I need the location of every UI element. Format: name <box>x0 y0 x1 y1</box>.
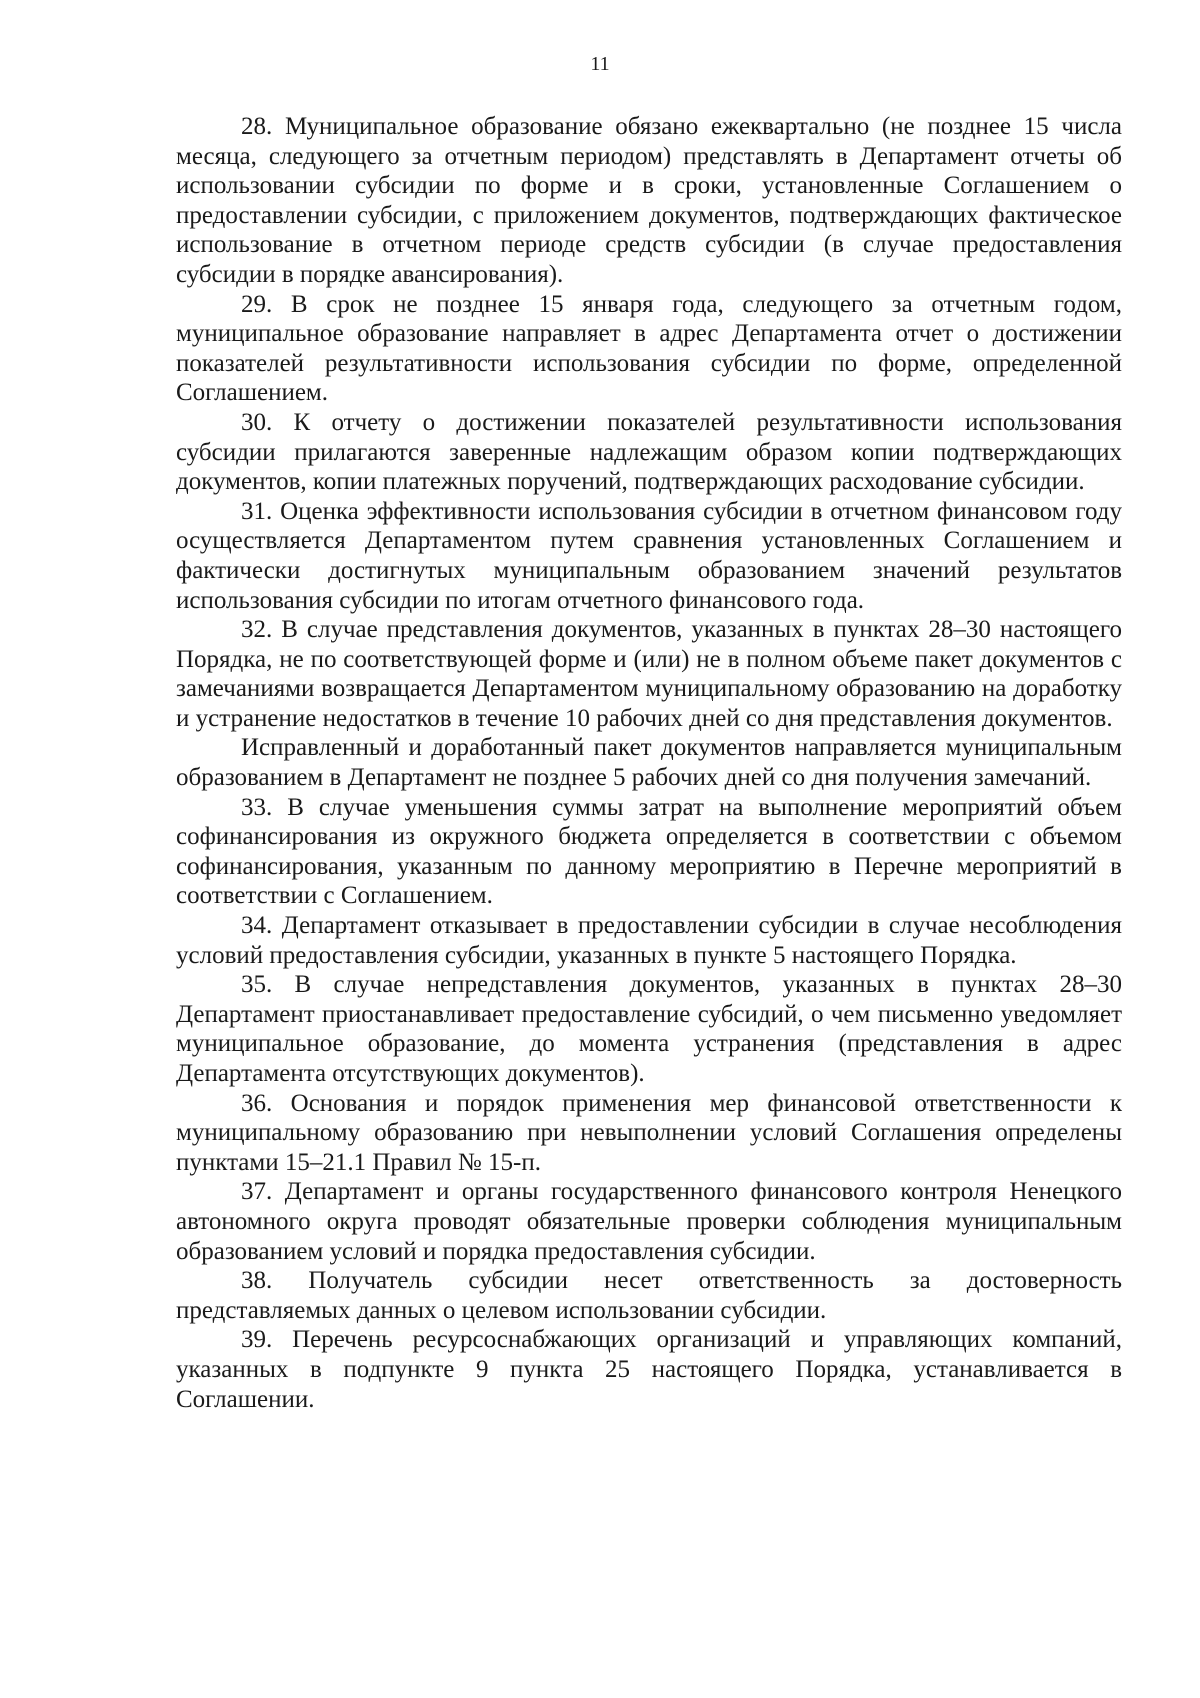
document-body <box>176 112 1122 1414</box>
paragraph-36: 36. Основания и порядок применения мер финансовой ответственности к муниципальному образованию при невыполнении условий Соглашения определены пунктами 15–21.1 Правил № 15-п. <box>176 1089 1122 1176</box>
paragraph-34: 34. Департамент отказывает в предоставлении субсидии в случае несоблюдения условий предоставления субсидии, указанных в пункте 5 настоящего Порядка. <box>176 912 1122 969</box>
paragraph-30: 30. К отчету о достижении показателей результативности использования субсидии прилагаются заверенные надлежащим образом копии подтверждающих документов, копии платежных поручений, подтверждающих расходование субсидии. <box>176 408 1122 496</box>
paragraph-38: 38. Получатель субсидии несет ответственность за достоверность представляемых данных о целевом использовании субсидии. <box>176 1267 1122 1324</box>
paragraph-39: 39. Перечень ресурсоснабжающих организаций и управляющих компаний, указанных в подпункте 9 пункта 25 настоящего Порядка, устанавливается в Соглашении. <box>176 1326 1122 1413</box>
paragraph-33: 33. В случае уменьшения суммы затрат на выполнение мероприятий объем софинансирования из окружного бюджета определяется в соответствии с объемом софинансирования, указанным по данному мероприятию в Перечне мероприятий в соответствии с Соглашением. <box>176 793 1122 910</box>
paragraph-31: 31. Оценка эффективности использования субсидии в отчетном финансовом году осуществляется Департаментом путем сравнения установленных Соглашением и фактически достигнутых муниципальным образованием значений результатов использования субсидии по итогам отчетного финансового года. <box>176 497 1122 614</box>
paragraph-29: 29. В срок не позднее 15 января года, следующего за отчетным годом, муниципальное образование направляет в адрес Департамента отчет о достижении показателей результативности использования субсидии по форме, определенной Соглашением. <box>176 290 1122 407</box>
paragraph-28: 28. Муниципальное образование обязано ежеквартально (не позднее 15 числа месяца, следующего за отчетным периодом) представлять в Департамент отчеты об использовании субсидии по форме и в сроки, установленные Соглашением о предоставлении субсидии, с приложением документов, подтверждающих фактическое использование в отчетном периоде средств субсидии (в случае предоставления субсидии в порядке авансирования). <box>176 113 1122 288</box>
page-number: 11 <box>590 53 610 75</box>
paragraph-35: 35. В случае непредставления документов, указанных в пунктах 28–30 Департамент приостанавливает предоставление субсидий, о чем письменно уведомляет муниципальное образование, до момента устранения (представления в адрес Департамента отсутствующих документов). <box>176 971 1122 1087</box>
paragraph-37: 37. Департамент и органы государственного финансового контроля Ненецкого автономного округа проводят обязательные проверки соблюдения муниципальным образованием условий и порядка предоставления субсидии. <box>176 1178 1122 1265</box>
paragraph-32: 32. В случае представления документов, указанных в пунктах 28–30 настоящего Порядка, не по соответствующей форме и (или) не в полном объеме пакет документов с замечаниями возвращается Департаментом муниципальному образованию на доработку и устранение недостатков в течение 10 рабочих дней со дня представления документов. <box>176 616 1122 732</box>
paragraph-32-continuation: Исправленный и доработанный пакет документов направляется муниципальным образованием в Департамент не позднее 5 рабочих дней со дня получения замечаний. <box>176 734 1122 792</box>
